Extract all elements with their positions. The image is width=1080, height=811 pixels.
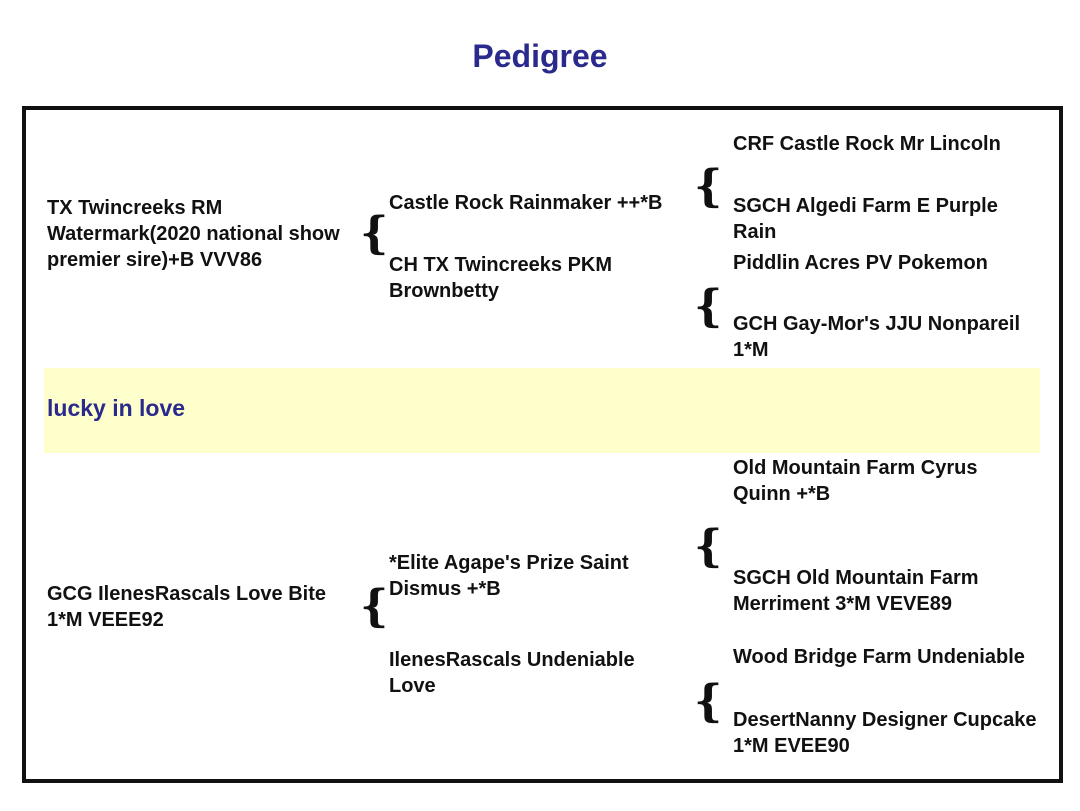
ggd-3-name: SGCH Old Mountain Farm Merriment 3*M VEVE89 [733, 567, 979, 615]
ggs-1-name: CRF Castle Rock Mr Lincoln [733, 133, 1001, 155]
maternal-grandsire-brace-icon: { [694, 521, 723, 572]
ggd-2-name: GCH Gay-Mor's JJU Nonpareil 1*M [733, 313, 1021, 361]
sire-brace-icon: { [360, 208, 389, 259]
paternal-granddam-brace-icon: { [694, 281, 723, 332]
sire-name: TX Twincreeks RM Watermark(2020 national show premier sire)+B VVV86 [47, 197, 340, 271]
dam-brace-icon: { [360, 581, 389, 632]
maternal-granddam-brace-icon: { [694, 676, 723, 727]
ggs-2-name: Piddlin Acres PV Pokemon [733, 252, 988, 274]
ggd-4-name: DesertNanny Designer Cupcake 1*M EVEE90 [733, 709, 1037, 757]
dam-name: GCG IlenesRascals Love Bite 1*M VEEE92 [47, 583, 327, 631]
ggs-4-name: Wood Bridge Farm Undeniable [733, 646, 1025, 668]
ggs-3-name: Old Mountain Farm Cyrus Quinn +*B [733, 457, 978, 505]
subject-highlight-band [44, 368, 1040, 453]
page-title: Pedigree [472, 38, 608, 74]
maternal-grandsire-name: *Elite Agape's Prize Saint Dismus +*B [389, 552, 629, 600]
maternal-granddam-name: IlenesRascals Undeniable Love [389, 649, 635, 697]
subject-name: lucky in love [47, 395, 186, 421]
paternal-grandsire-brace-icon: { [694, 161, 723, 212]
ggd-1-name: SGCH Algedi Farm E Purple Rain [733, 195, 998, 243]
paternal-grandsire-name: Castle Rock Rainmaker ++*B [389, 192, 663, 214]
paternal-granddam-name: CH TX Twincreeks PKM Brownbetty [389, 254, 613, 302]
